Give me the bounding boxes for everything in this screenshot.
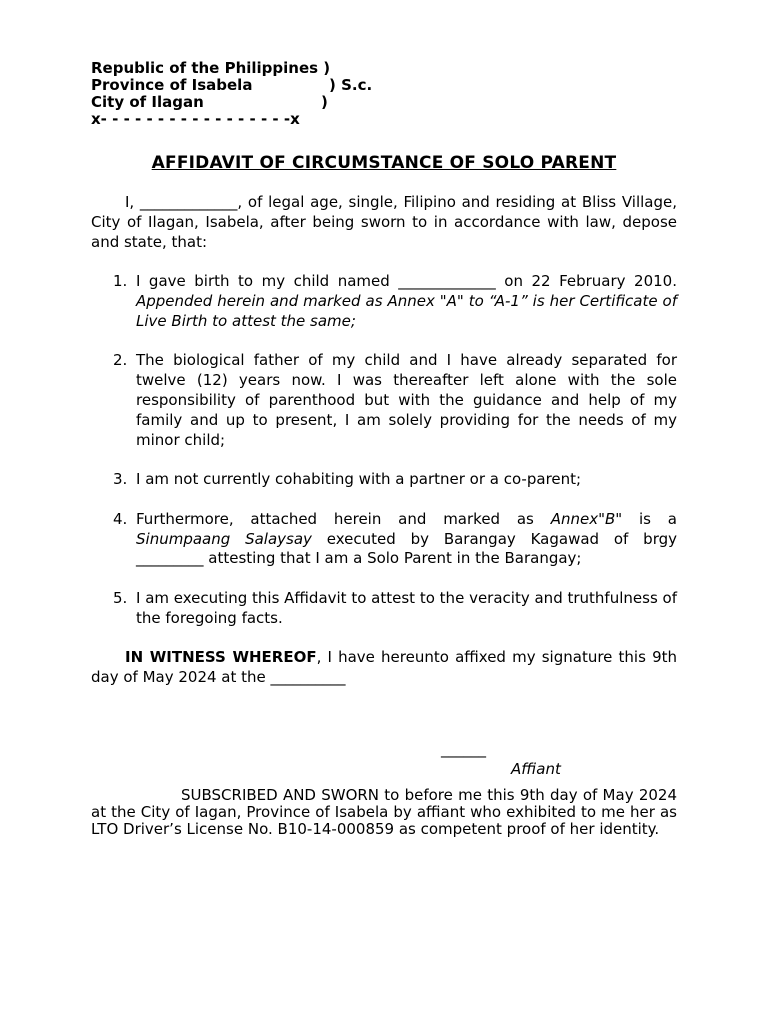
statement-text: Furthermore, attached herein and marked as [136, 509, 534, 528]
caption-province: Province of Isabela [91, 76, 253, 94]
jurat-paragraph [91, 787, 677, 838]
statement-1 [91, 272, 677, 331]
statement-number: 5. [113, 588, 128, 607]
caption-city: City of Ilagan [91, 93, 204, 111]
statement-text: The biological father of my child and I have already separated for twelve (12) years now. I was thereafter left alone with the sole responsibility of parenthood but with the guidance and help of my family and up to present, I am solely providing for the needs of my minor child; [136, 351, 677, 449]
witness-paragraph [91, 648, 677, 688]
statement-italic: Appended herein and marked as Annex "A" to “A-1” is her Certificate of Live Birth to attest the same; [136, 291, 677, 330]
caption-separator: x- - - - - - - - - - - - - - - - -x [91, 110, 300, 128]
statement-4 [91, 510, 677, 569]
jurat-indent [91, 786, 181, 804]
intro-paragraph: I, _____________, of legal age, single, Filipino and residing at Bliss Village, City of Ilagan, Isabela, after being sworn to in accordance with law, depose and state, that: [91, 193, 677, 251]
statement-2 [91, 351, 677, 450]
witness-heading: IN WITNESS WHEREOF [125, 648, 317, 667]
statement-number: 4. [113, 509, 128, 528]
caption-line-2 [91, 77, 677, 94]
signature-line: ______ [441, 739, 486, 758]
affiant-label: Affiant [511, 759, 561, 778]
jurat-text: SUBSCRIBED AND SWORN to before me this 9th day of May 2024 at the City of Iagan, Province of Isabela by affiant who exhibited to me her as LTO Driver’s License No. B10-14-000859 as competent proof of her identity. [91, 785, 677, 838]
statement-text: executed by Barangay Kagawad of brgy _________ attesting that I am a Solo Parent in the Barangay; [136, 529, 677, 568]
document-title: AFFIDAVIT OF CIRCUMSTANCE OF SOLO PARENT [151, 153, 617, 173]
statement-italic: Annex [550, 509, 599, 528]
caption-sc: ) S.c. [329, 76, 373, 94]
statement-text: I am not currently cohabiting with a partner or a co-parent; [136, 470, 582, 489]
statement-text: " [598, 509, 605, 528]
statements-list [91, 272, 677, 628]
affidavit-document [91, 60, 677, 838]
statement-text: I am executing this Affidavit to attest to the veracity and truthfulness of the foregoing facts. [136, 588, 677, 627]
caption-line-1 [91, 60, 677, 77]
affiant-block [91, 726, 677, 778]
statement-italic: Sinumpaang Salaysay [136, 529, 312, 548]
caption-paren: ) [321, 93, 328, 111]
statement-number: 1. [113, 272, 128, 291]
statement-italic: B [605, 509, 616, 528]
caption-republic: Republic of the Philippines ) [91, 59, 331, 77]
caption-line-3 [91, 94, 677, 111]
statement-number: 3. [113, 470, 128, 489]
statement-text: " is a [615, 509, 677, 528]
witness-text: , I have hereunto affixed my signature this 9th day of May 2024 at the __________ [91, 648, 678, 687]
statement-text: I gave birth to my child named _____________ on 22 February 2010. [136, 272, 677, 291]
caption-line-4 [91, 111, 677, 128]
statement-5 [91, 589, 677, 629]
statement-3 [91, 470, 677, 490]
statement-number: 2. [113, 351, 128, 370]
